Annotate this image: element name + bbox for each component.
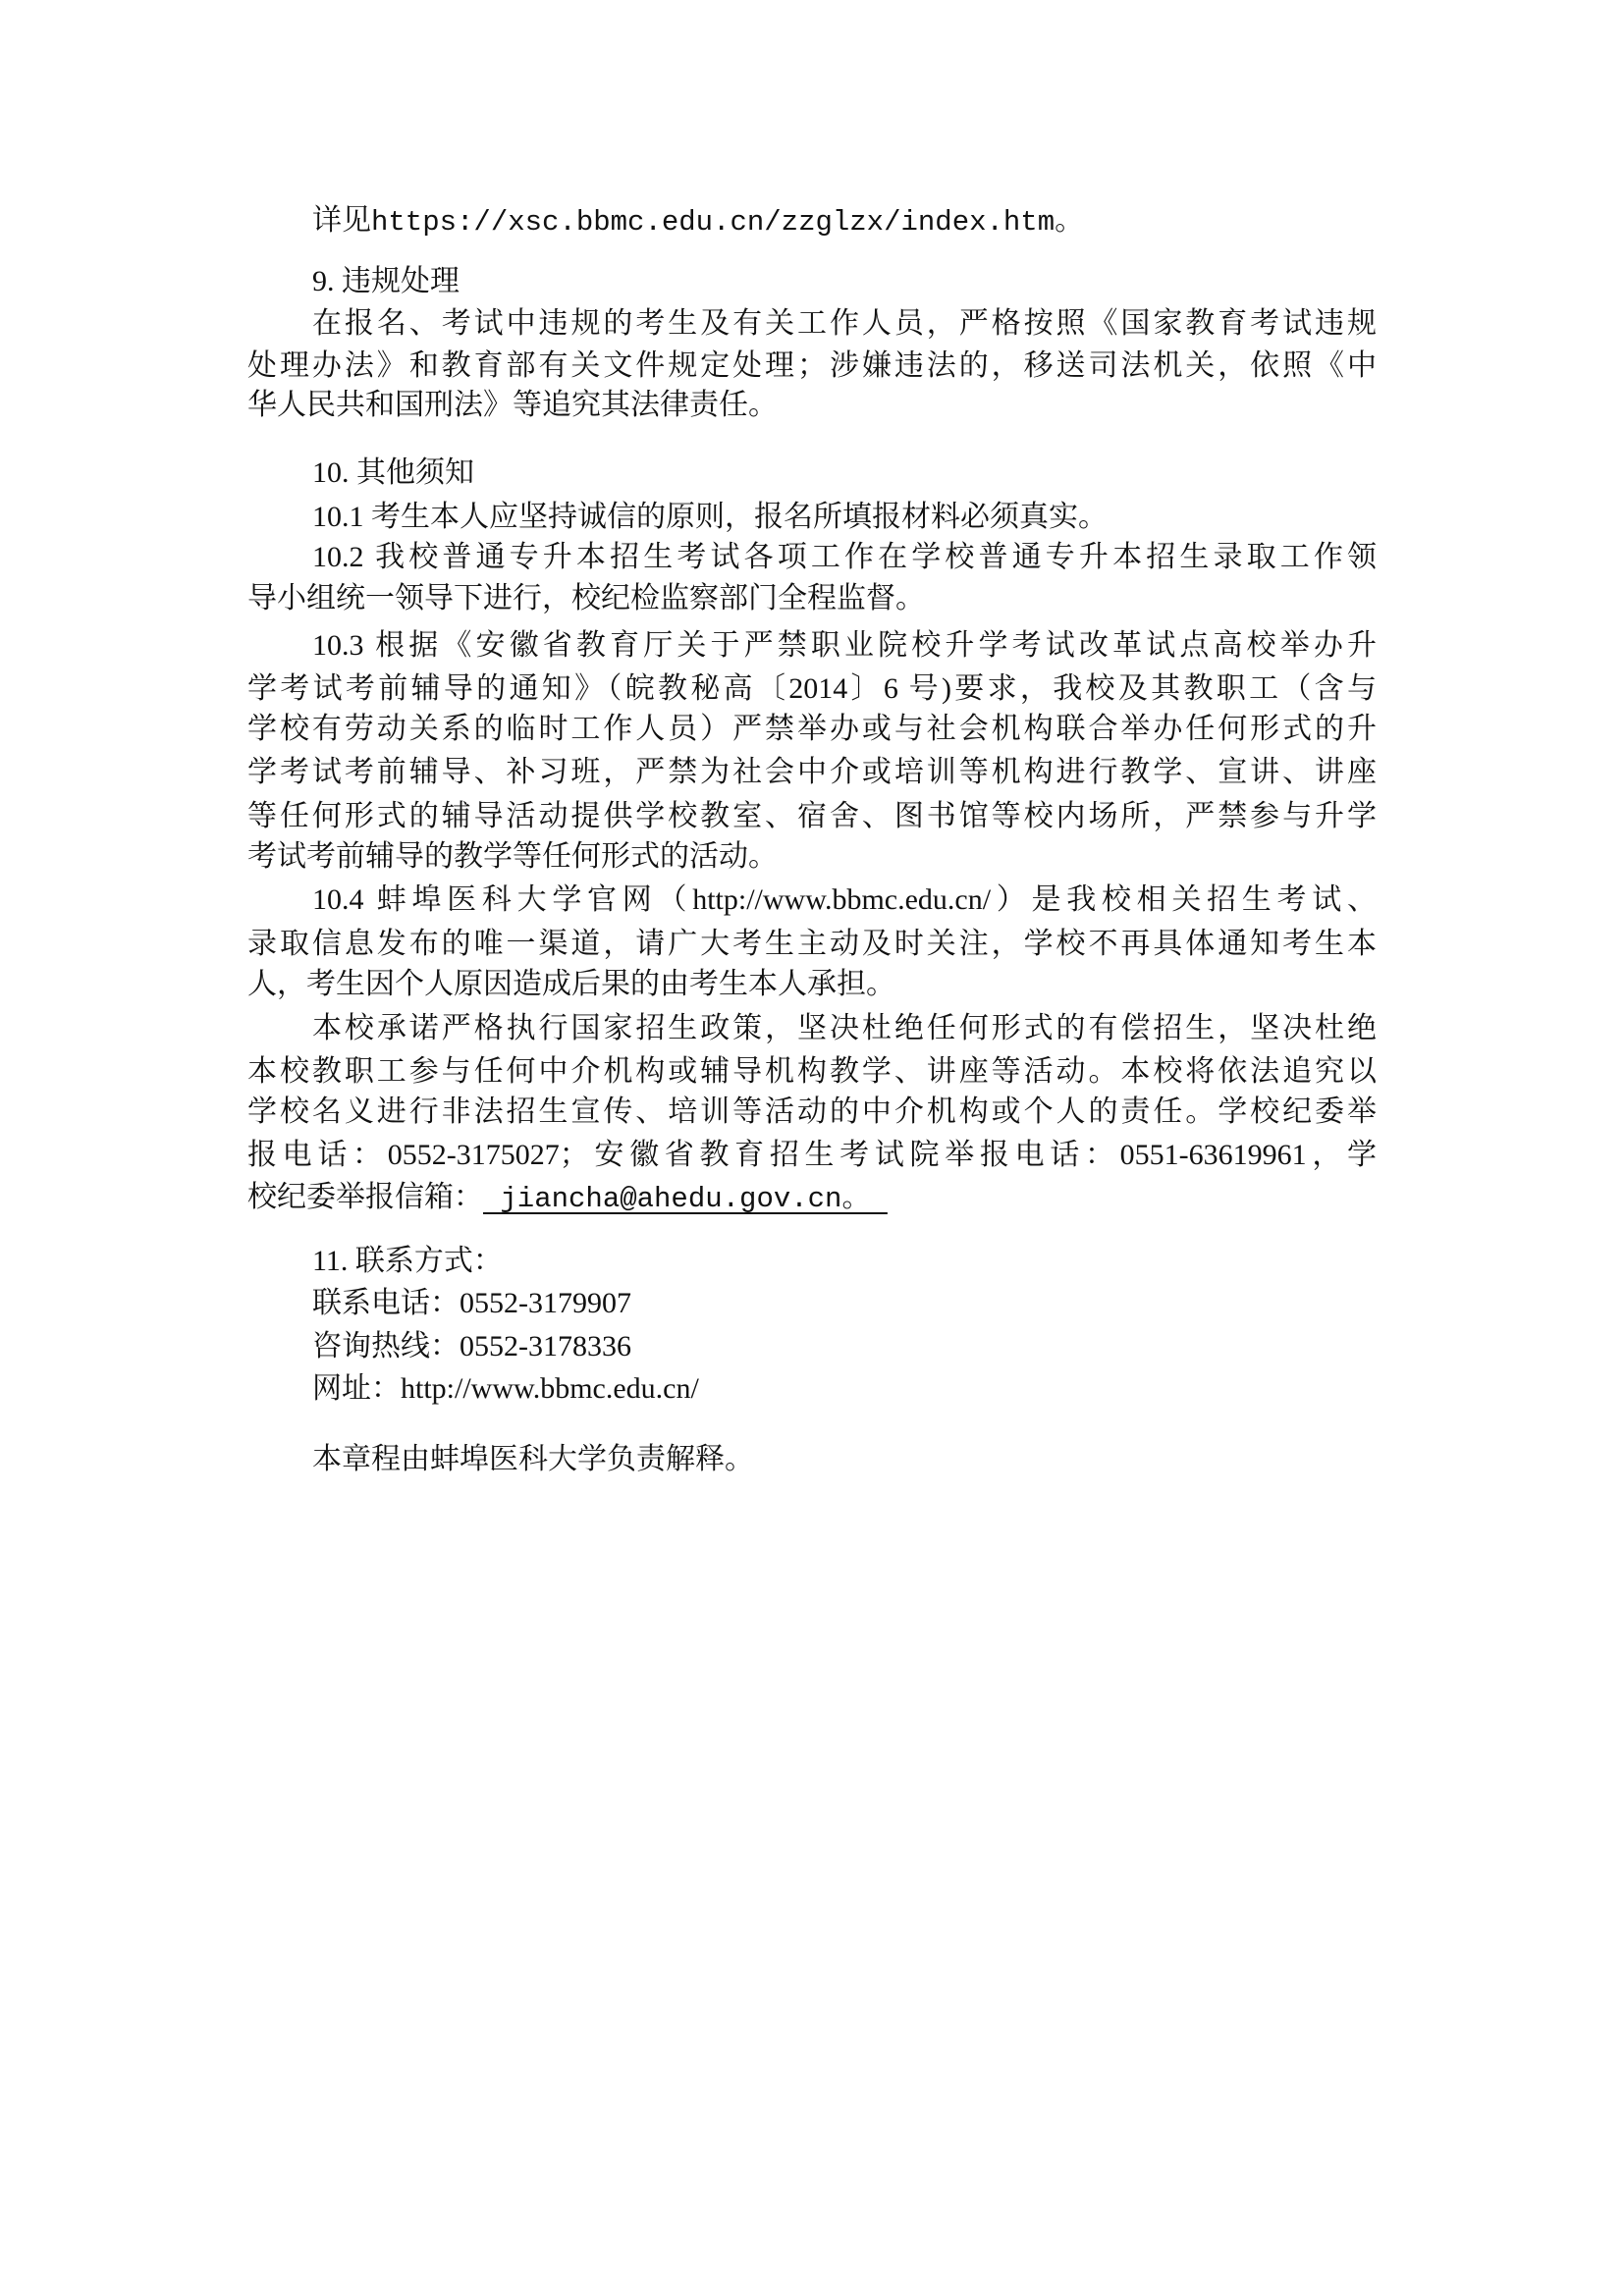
item-10-4-line-1: 10.4 蚌埠医科大学官网（http://www.bbmc.edu.cn/）是我校相关招生考试、 xyxy=(312,883,1377,916)
section-9-line-2: 处理办法》和教育部有关文件规定处理；涉嫌违法的，移送司法机关，依照《中 xyxy=(247,349,1377,382)
item-10-4-line-2: 录取信息发布的唯一渠道，请广大考生主动及时关注，学校不再具体通知考生本 xyxy=(247,928,1377,960)
pledge-line-1: 本校承诺严格执行国家招生政策，坚决杜绝任何形式的有偿招生，坚决杜绝 xyxy=(312,1012,1377,1044)
item-10-3-line-3: 学校有劳动关系的临时工作人员）严禁举办或与社会机构联合举办任何形式的升 xyxy=(247,713,1377,745)
item-10-3-line-4: 学考试考前辅导、补习班，严禁为社会中介或培训等机构进行教学、宣讲、讲座 xyxy=(247,756,1377,788)
item-10-3-line-1: 10.3 根据《安徽省教育厅关于严禁职业院校升学考试改革试点高校举办升 xyxy=(312,629,1377,662)
section-9-line-3: 华人民共和国刑法》等追究其法律责任。 xyxy=(247,389,778,421)
intro-line xyxy=(312,199,1377,242)
section-9-heading: 9. 违规处理 xyxy=(312,265,460,297)
intro-suffix: 。 xyxy=(1055,204,1085,237)
section-11-heading: 11. 联系方式： xyxy=(312,1245,503,1277)
pledge-line-2: 本校教职工参与任何中介机构或辅导机构教学、讲座等活动。本校将依法追究以 xyxy=(247,1055,1377,1088)
item-10-1-line-1: 10.1 考生本人应坚持诚信的原则，报名所填报材料必须真实。 xyxy=(312,501,1108,533)
section-9-line-1: 在报名、考试中违规的考生及有关工作人员，严格按照《国家教育考试违规 xyxy=(312,307,1377,340)
closing-statement: 本章程由蚌埠医科大学负责解释。 xyxy=(312,1443,754,1475)
item-10-2-line-2: 导小组统一领导下进行，校纪检监察部门全程监督。 xyxy=(247,582,925,614)
item-10-3-line-5: 等任何形式的辅导活动提供学校教室、宿舍、图书馆等校内场所，严禁参与升学 xyxy=(247,800,1377,832)
pledge-line-4: 报电话：0552-3175027；安徽省教育招生考试院举报电话：0551-63619961，学 xyxy=(247,1139,1377,1171)
pledge-line-3: 学校名义进行非法招生宣传、培训等活动的中介机构或个人的责任。学校纪委举 xyxy=(247,1095,1377,1128)
section-10-heading: 10. 其他须知 xyxy=(312,456,474,489)
item-10-3-line-2: 学考试考前辅导的通知》（皖教秘高〔2014〕6 号)要求，我校及其教职工（含与 xyxy=(247,672,1377,705)
report-email-link[interactable]: jiancha@ahedu.gov.cn。 xyxy=(483,1183,888,1215)
consult-hotline: 咨询热线：0552-3178336 xyxy=(312,1330,631,1362)
pledge-line-5 xyxy=(247,1176,1377,1219)
item-10-2-line-1: 10.2 我校普通专升本招生考试各项工作在学校普通专升本招生录取工作领 xyxy=(312,541,1377,573)
report-mailbox-label: 校纪委举报信箱： xyxy=(247,1181,483,1213)
student-affairs-link[interactable]: https://xsc.bbmc.edu.cn/zzglzx/index.htm xyxy=(371,206,1056,239)
contact-phone: 联系电话：0552-3179907 xyxy=(312,1287,631,1319)
item-10-3-line-6: 考试考前辅导的教学等任何形式的活动。 xyxy=(247,840,778,873)
intro-prefix: 详见 xyxy=(312,204,371,237)
website-link[interactable]: 网址：http://www.bbmc.edu.cn/ xyxy=(312,1372,699,1405)
item-10-4-line-3: 人，考生因个人原因造成后果的由考生本人承担。 xyxy=(247,968,895,1000)
